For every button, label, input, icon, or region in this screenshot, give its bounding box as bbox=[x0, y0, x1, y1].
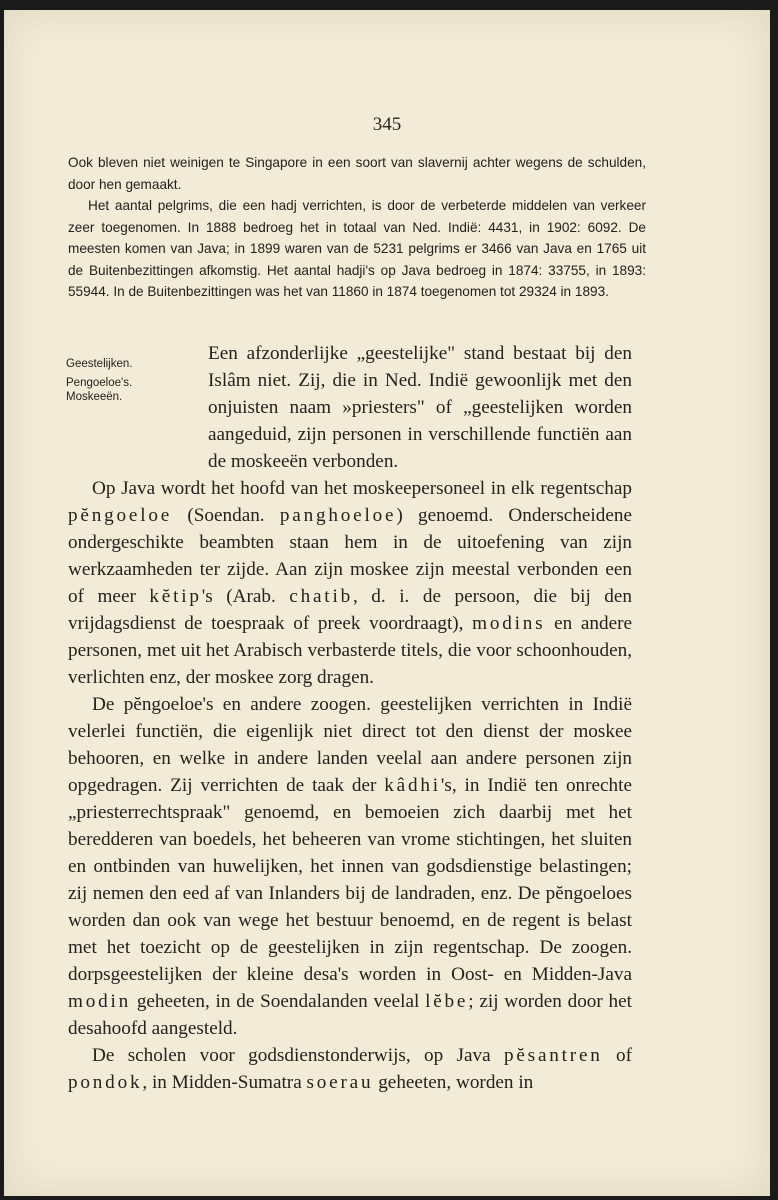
spaced-term: kĕtip bbox=[149, 586, 202, 607]
body-text: of bbox=[602, 1045, 632, 1066]
margin-note-geestelijken: Geestelijken. bbox=[66, 358, 133, 370]
spaced-term: pĕngoeloe bbox=[68, 505, 173, 526]
body-paragraph-3 bbox=[68, 691, 632, 1042]
spaced-term: pondok bbox=[68, 1072, 143, 1093]
body-paragraph-1 bbox=[68, 340, 632, 475]
body-text: en andere personen, met uit het Arabisch verbasterde titels, die voor schoonhouden, verlichten enz, der moskee zorg dragen. bbox=[68, 613, 632, 688]
body-text: geheeten, in de Soendalanden veelal bbox=[131, 991, 426, 1012]
margin-note-moskeeen: Moskeeën. bbox=[66, 391, 123, 403]
book-page bbox=[4, 10, 770, 1196]
footnote-block bbox=[68, 152, 646, 303]
body-text: Een afzonderlijke „geestelijke" stand bestaat bij den Islâm niet. Zij, die in Ned. Indië gewoonlijk met den onjuisten naam »priesters" of „geestelijken worden aangeduid, zijn personen in verschillende functiën aan de moskeeën verbonden. bbox=[208, 343, 632, 472]
body-text: geheeten, worden in bbox=[373, 1072, 534, 1093]
spaced-term: lĕbe bbox=[425, 991, 469, 1012]
body-text: De pĕngoeloe's en andere zoogen. geestelijken verrichten in Indië velerlei functiën, die eigenlijk niet direct tot den dienst der moskee behooren, en welke in andere landen veelal aan andere personen zijn opgedragen. Zij verrichten de taak der bbox=[68, 694, 632, 796]
body-text: , d. i. de persoon, die bij den vrijdagsdienst de toespraak of preek voordraagt), bbox=[68, 586, 632, 634]
spaced-term: modins bbox=[472, 613, 546, 634]
body-text: De scholen voor godsdienstonderwijs, op Java bbox=[92, 1045, 504, 1066]
footnote-paragraph-1: Ook bleven niet weinigen te Singapore in een soort van slavernij achter wegens de schulden, door hen gemaakt. bbox=[68, 155, 646, 192]
body-text: (Soendan. bbox=[172, 505, 280, 526]
spaced-term: modin bbox=[68, 991, 132, 1012]
body-paragraph-2 bbox=[68, 475, 632, 691]
body-text: ) genoemd. Onderscheidene ondergeschikte beambten staan hem in de uitoefening van zijn werkzaamheden ter zijde. Aan zijn moskee zijn meestal verbonden een of meer bbox=[68, 505, 632, 607]
spaced-term: panghoeloe bbox=[279, 505, 397, 526]
spaced-term: chatib bbox=[289, 586, 353, 607]
body-text: 's (Arab. bbox=[201, 586, 290, 607]
body-paragraph-4 bbox=[68, 1042, 632, 1096]
footnote-paragraph-2: Het aantal pelgrims, die een hadj verrichten, is door de verbeterde middelen van verkeer zeer toegenomen. In 1888 bedroeg het in totaal van Ned. Indië: 4431, in 1902: 6092. De meesten komen van Java; in 1899 waren van de 5231 pelgrims er 3466 van Java en 1765 uit de Buitenbezittingen afkomstig. Het aantal hadji's op Java bedroeg in 1874: 33755, in 1893: 55944. In de Buitenbezittingen was het van 11860 in 1874 toegenomen tot 29324 in 1893. bbox=[68, 198, 646, 299]
page-number: 345 bbox=[372, 114, 402, 135]
body-text: Op Java wordt het hoofd van het moskeepersoneel in elk regentschap bbox=[92, 478, 632, 499]
body-text: ; zij worden door het desahoofd aangesteld. bbox=[68, 991, 632, 1039]
spaced-term: kâdhi bbox=[384, 775, 441, 796]
spaced-term: soerau bbox=[306, 1072, 374, 1093]
body-text: , in Midden-Sumatra bbox=[142, 1072, 307, 1093]
spaced-term: pĕsantren bbox=[503, 1045, 603, 1066]
body-text: 's, in Indië ten onrechte „priesterrechtspraak" genoemd, en bemoeien zich daarbij met het beredderen van boedels, het beheeren van vrome stichtingen, het sluiten en ontbinden van huwelijken, het innen van godsdienstige belastingen; zij nemen den eed af van Inlanders bij de landraden, enz. De pĕngoeloes worden dan ook van wege het bestuur benoemd, en de regent is belast met het toezicht op de geestelijken in zijn regentschap. De zoogen. dorpsgeestelijken der kleine desa's worden in Oost- en Midden-Java bbox=[68, 775, 632, 985]
margin-note-pengoeloes: Pengoeloe's. bbox=[66, 377, 133, 389]
main-text bbox=[68, 340, 632, 1096]
